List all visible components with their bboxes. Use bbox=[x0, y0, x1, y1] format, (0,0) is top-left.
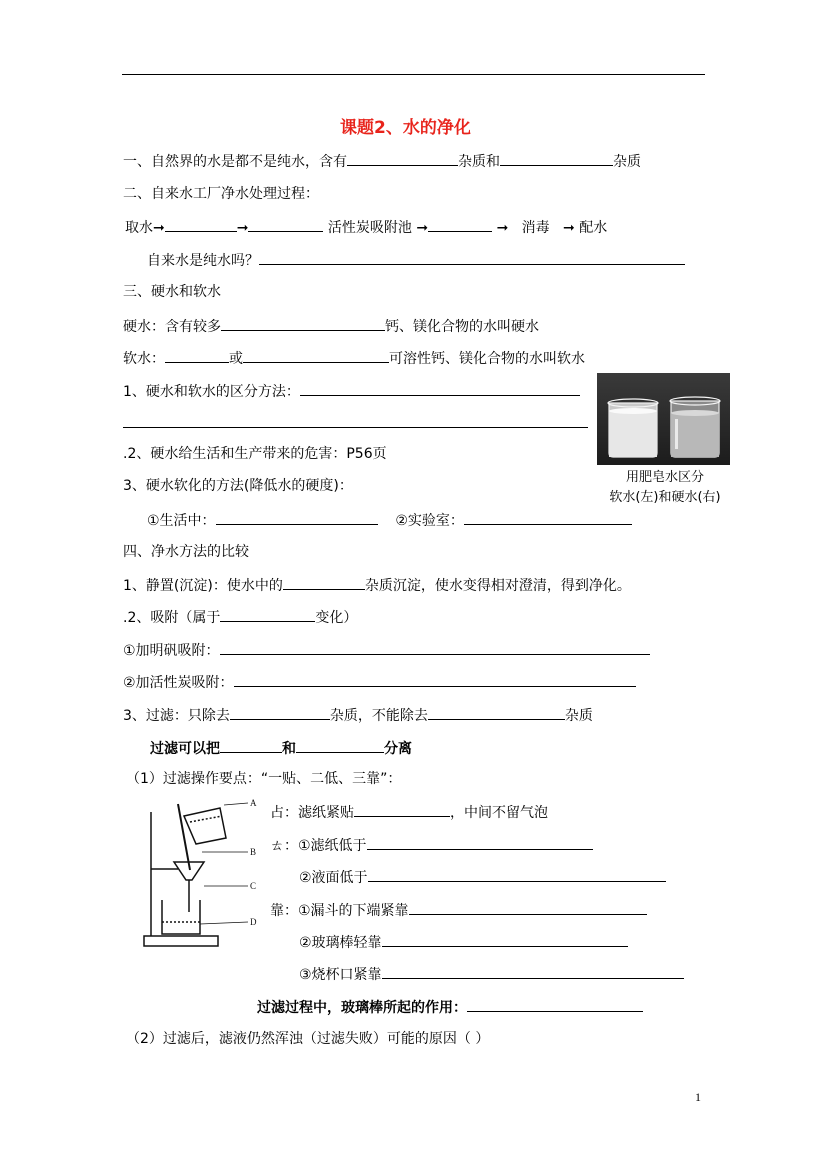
blank bbox=[216, 510, 378, 525]
soap-water-photo bbox=[597, 373, 730, 465]
life-label: ①生活中： bbox=[147, 513, 216, 529]
blank bbox=[467, 997, 643, 1012]
kao3-text: ③烧杯口紧靠 bbox=[299, 967, 382, 983]
q1-text: 1、硬水和软水的区分方法： bbox=[123, 384, 300, 400]
q1-line bbox=[123, 381, 580, 401]
blank bbox=[382, 964, 684, 979]
sep-text-a: 过滤可以把 bbox=[150, 741, 220, 757]
arrow-icon: ➞ bbox=[563, 220, 575, 236]
blank bbox=[428, 217, 492, 232]
blank bbox=[368, 867, 666, 882]
rod-text: 过滤过程中，玻璃棒所起的作用： bbox=[257, 1000, 467, 1016]
blank bbox=[347, 151, 458, 166]
tie-text: 占：滤纸紧贴 bbox=[270, 805, 354, 821]
flow-dist: 配水 bbox=[579, 220, 608, 236]
tie-text-b: ，中间不留气泡 bbox=[450, 805, 548, 821]
blank bbox=[500, 151, 613, 166]
blank bbox=[464, 510, 632, 525]
s3-heading: 三、硬水和软水 bbox=[123, 284, 221, 300]
flow-take: 取水 bbox=[125, 220, 153, 236]
q3-text: 3、硬水软化的方法(降低水的硬度)： bbox=[123, 478, 353, 494]
filter-text-c: 杂质 bbox=[564, 708, 593, 724]
label-a: A bbox=[250, 798, 257, 808]
filter-text-b: 杂质，不能除去 bbox=[329, 708, 428, 724]
s1-text-b: 杂质和 bbox=[458, 154, 500, 170]
low2-line bbox=[299, 867, 666, 887]
low2-text: ②液面低于 bbox=[299, 870, 368, 886]
kao3-line bbox=[299, 964, 684, 984]
blank bbox=[367, 835, 593, 850]
blank bbox=[243, 348, 389, 363]
alum-text: ①加明矾吸附： bbox=[123, 643, 220, 659]
blank bbox=[300, 381, 580, 396]
blank bbox=[428, 705, 565, 720]
alum-line bbox=[123, 640, 650, 660]
low1-text: ㄊ：①滤纸低于 bbox=[270, 838, 367, 854]
label-c: C bbox=[250, 881, 257, 891]
s1-text-c: 杂质 bbox=[613, 154, 641, 170]
blank bbox=[230, 705, 330, 720]
blank bbox=[221, 316, 385, 331]
settle-text-a: 1、静置(沉淀)：使水中的 bbox=[123, 578, 283, 594]
blank bbox=[354, 802, 450, 817]
page-title: 课题2、水的净化 bbox=[340, 118, 471, 138]
fail-line: （2）过滤后，滤液仍然浑浊（过滤失败）可能的原因（ ） bbox=[126, 1031, 490, 1047]
lab-label: ②实验室： bbox=[395, 513, 464, 529]
s2-flow bbox=[125, 217, 607, 237]
hard-text-b: 钙、镁化合物的水叫硬水 bbox=[385, 319, 539, 335]
blank bbox=[165, 348, 229, 363]
separate-line bbox=[150, 738, 412, 758]
caption-line-1: 用肥皂水区分 bbox=[625, 470, 704, 485]
s2-heading: 二、自来水工厂净水处理过程： bbox=[123, 186, 319, 202]
arrow-icon: ➞ bbox=[153, 220, 165, 236]
flow-carbon: 活性炭吸附池 bbox=[327, 220, 412, 236]
rod-line bbox=[257, 997, 643, 1017]
adsorb-text-a: .2、吸附（属于 bbox=[123, 610, 221, 626]
settle-text-b: 杂质沉淀，使水变得相对澄清，得到净化。 bbox=[364, 578, 631, 594]
blank bbox=[220, 738, 282, 753]
label-d: D bbox=[250, 917, 257, 927]
blank bbox=[220, 640, 650, 655]
blank bbox=[382, 932, 628, 947]
blank bbox=[283, 575, 365, 590]
blank bbox=[296, 738, 384, 753]
blank bbox=[248, 217, 323, 232]
s2-pure bbox=[147, 250, 685, 270]
carbon-line bbox=[123, 672, 636, 692]
label-b: B bbox=[250, 847, 257, 857]
kao1-text: 靠：①漏斗的下端紧靠 bbox=[270, 903, 409, 919]
points-heading: （1）过滤操作要点：“一贴、二低、三靠”： bbox=[126, 771, 402, 787]
soft-water-line bbox=[123, 348, 585, 368]
soft-or: 或 bbox=[229, 351, 243, 367]
tie-line bbox=[270, 802, 548, 822]
hard-text-a: 硬水：含有较多 bbox=[123, 319, 221, 335]
kao1-line bbox=[270, 900, 647, 920]
s1-text-a: 一、自然界的水是都不是纯水，含有 bbox=[123, 154, 347, 170]
soft-text-b: 可溶性钙、镁化合物的水叫软水 bbox=[389, 351, 585, 367]
beakers-image bbox=[597, 373, 730, 465]
flow-disinfect: 消毒 bbox=[521, 220, 550, 236]
kao2-line bbox=[299, 932, 628, 952]
low1-line bbox=[270, 835, 593, 855]
s1-line bbox=[123, 151, 641, 171]
kao2-text: ②玻璃棒轻靠 bbox=[299, 935, 382, 951]
arrow-icon: ➞ bbox=[416, 220, 429, 236]
settle-line bbox=[123, 575, 631, 595]
blank bbox=[234, 672, 636, 687]
blank bbox=[220, 607, 315, 622]
filter-line bbox=[123, 705, 593, 725]
sep-text-c: 分离 bbox=[384, 741, 412, 757]
adsorb-text-b: 变化） bbox=[315, 610, 358, 626]
filter-text-a: 3、过滤：只除去 bbox=[123, 708, 230, 724]
soften-line bbox=[147, 510, 632, 530]
caption-line-2: 软水(左)和硬水(右) bbox=[609, 490, 721, 505]
carbon-text: ②加活性炭吸附： bbox=[123, 675, 234, 691]
s4-heading: 四、净水方法的比较 bbox=[123, 544, 249, 560]
filtration-diagram bbox=[138, 794, 266, 954]
header-rule bbox=[122, 74, 705, 75]
page-number: 1 bbox=[695, 1090, 701, 1104]
photo-caption bbox=[597, 468, 733, 508]
sep-text-b: 和 bbox=[282, 741, 296, 757]
blank bbox=[165, 217, 237, 232]
q2-text: .2、硬水给生活和生产带来的危害：P56页 bbox=[123, 446, 387, 462]
soft-text-a: 软水： bbox=[123, 351, 165, 367]
hard-water-line bbox=[123, 316, 539, 336]
arrow-icon: ➞ bbox=[236, 220, 249, 236]
adsorb-line bbox=[123, 607, 357, 627]
answer-line bbox=[123, 427, 588, 428]
pure-question: 自来水是纯水吗？ bbox=[147, 253, 259, 269]
blank bbox=[259, 250, 685, 265]
arrow-icon: ➞ bbox=[496, 220, 509, 236]
blank bbox=[409, 900, 647, 915]
